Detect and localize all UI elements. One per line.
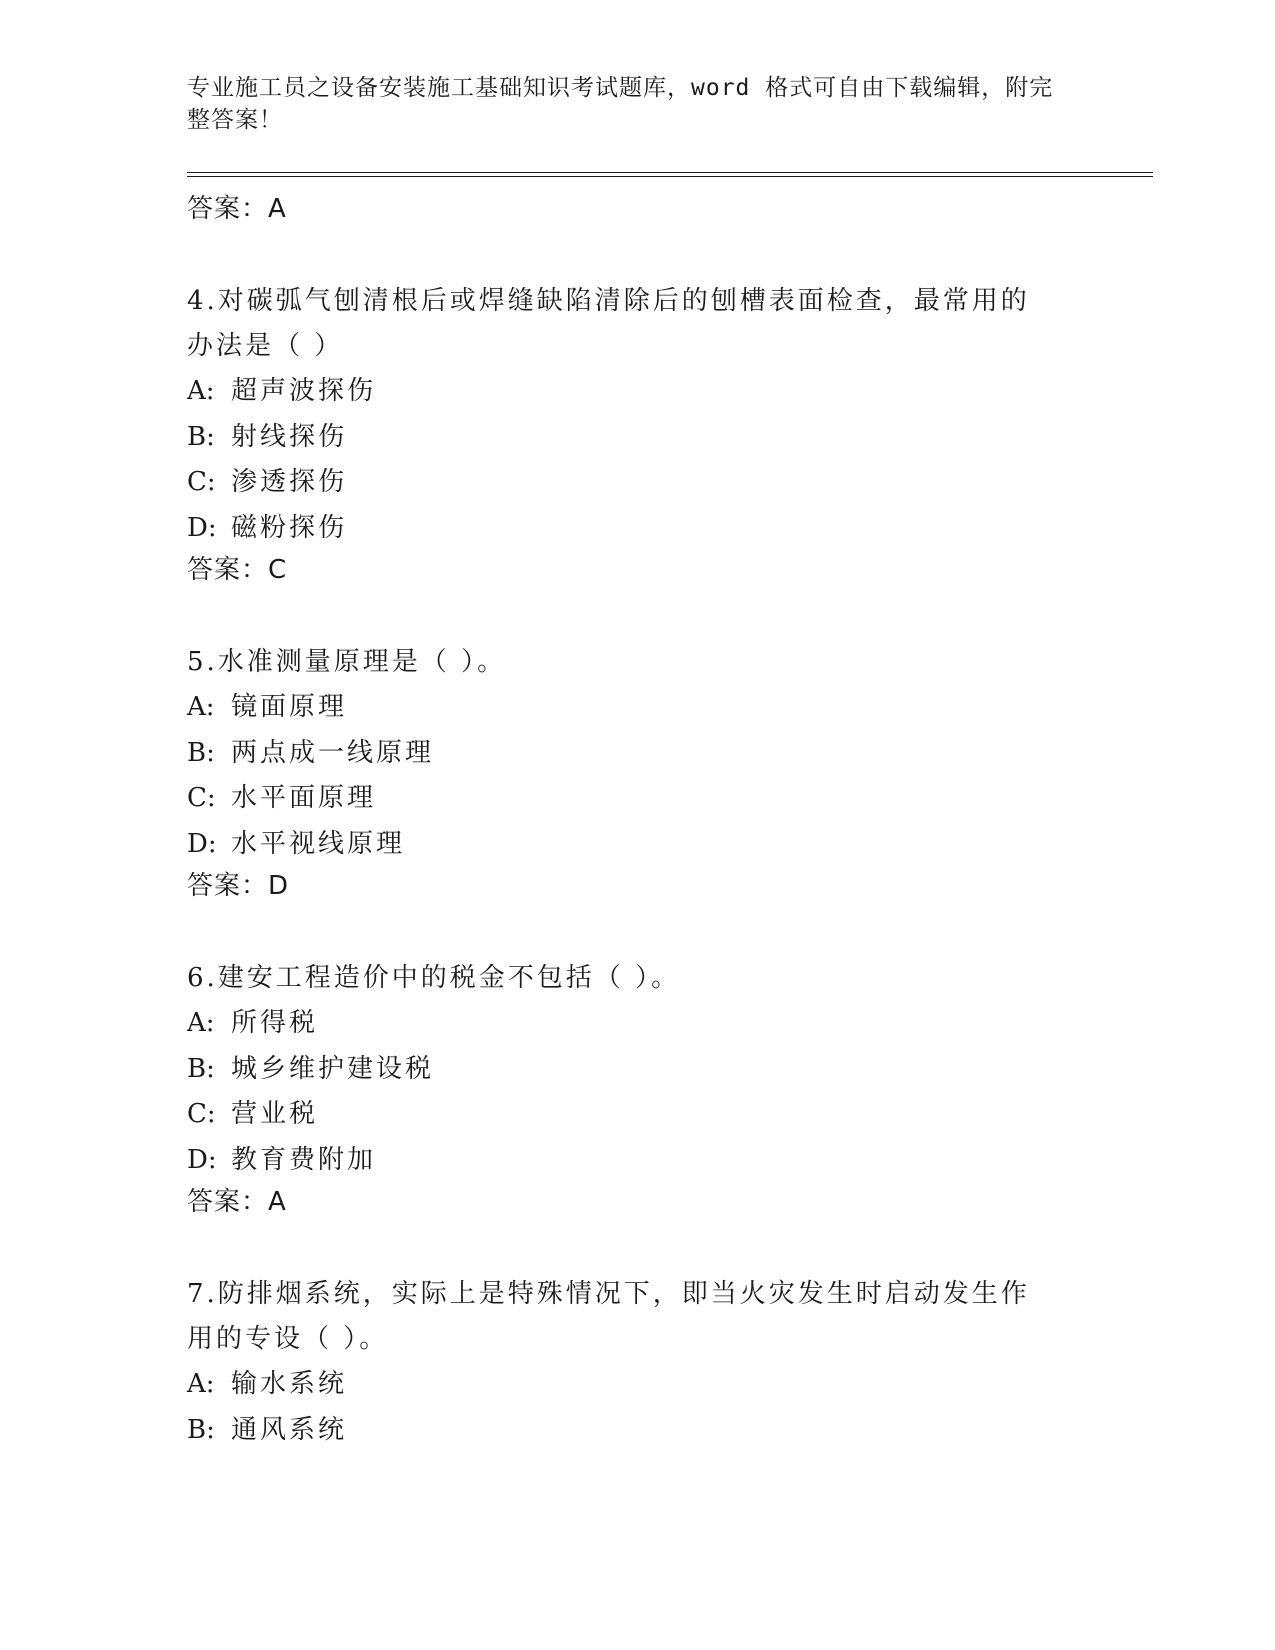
option-a [187, 1362, 1087, 1408]
option-c [187, 460, 1087, 506]
question-text: 5.水准测量原理是（ ）。 [187, 647, 507, 677]
option-b [187, 415, 1087, 461]
option-text: 通风系统 [231, 1414, 348, 1445]
option-letter: D: [187, 512, 217, 543]
option-b [187, 1408, 1087, 1454]
question-text: 6.建安工程造价中的税金不包括（ ）。 [187, 963, 681, 993]
option-letter: B: [187, 737, 215, 768]
option-text: 两点成一线原理 [231, 737, 435, 768]
option-b [187, 731, 1087, 777]
option-text: 水平视线原理 [231, 828, 406, 859]
option-text: 超声波探伤 [231, 376, 377, 406]
answer-line: 答案：C [187, 555, 288, 585]
option-letter: B: [187, 1414, 215, 1445]
option-text: 所得税 [231, 1008, 319, 1038]
option-a [187, 1001, 1087, 1047]
option-letter: A: [187, 1008, 215, 1038]
option-text: 教育费附加 [231, 1144, 377, 1175]
option-letter: B: [187, 421, 215, 452]
option-letter: C: [187, 783, 216, 813]
question-text: 4.对碳弧气刨清根后或焊缝缺陷清除后的刨槽表面检查，最常用的办法是（ ） [187, 286, 1030, 361]
option-text: 输水系统 [231, 1369, 348, 1399]
option-text: 营业税 [231, 1099, 319, 1129]
option-a [187, 369, 1087, 415]
option-text: 水平面原理 [231, 783, 377, 813]
option-letter: D: [187, 828, 217, 859]
option-text: 射线探伤 [231, 421, 348, 452]
question-block [187, 956, 1087, 1221]
question-block [187, 640, 1087, 905]
option-d [187, 822, 1087, 868]
answer-line: 答案：D [187, 871, 290, 901]
option-letter: A: [187, 692, 215, 722]
answer-line: 答案：A [187, 194, 287, 224]
option-text: 磁粉探伤 [231, 512, 348, 543]
option-text: 渗透探伤 [231, 467, 348, 497]
document-header [187, 72, 1067, 136]
question-text: 7.防排烟系统，实际上是特殊情况下，即当火灾发生时启动发生作用的专设（ ）。 [187, 1279, 1030, 1354]
option-d [187, 506, 1087, 552]
option-letter: A: [187, 1369, 215, 1399]
option-a [187, 685, 1087, 731]
option-d [187, 1138, 1087, 1184]
option-b [187, 1047, 1087, 1093]
header-rule-top [187, 172, 1153, 173]
option-text: 镜面原理 [231, 692, 348, 722]
header-rule-bottom [187, 176, 1153, 177]
option-text: 城乡维护建设税 [231, 1053, 435, 1084]
option-c [187, 776, 1087, 822]
option-letter: A: [187, 376, 215, 406]
question-list [187, 190, 1087, 1453]
option-letter: D: [187, 1144, 217, 1175]
option-letter: B: [187, 1053, 215, 1084]
question-block [187, 279, 1087, 589]
option-c [187, 1092, 1087, 1138]
answer-line: 答案：A [187, 1187, 287, 1217]
option-letter: C: [187, 1099, 216, 1129]
option-letter: C: [187, 467, 216, 497]
document-title: 专业施工员之设备安装施工基础知识考试题库，word 格式可自由下载编辑，附完整答案！ [187, 75, 1054, 133]
question-block [187, 1272, 1087, 1453]
